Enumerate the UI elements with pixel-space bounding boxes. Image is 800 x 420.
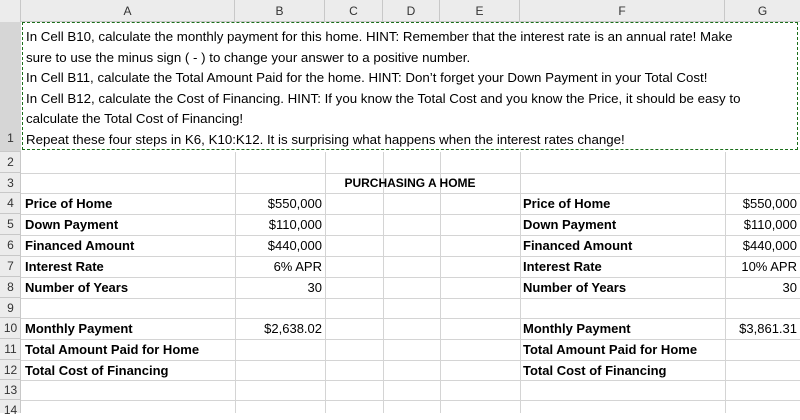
row-header-8[interactable]: 8: [0, 277, 21, 298]
row-header-10[interactable]: 10: [0, 318, 21, 339]
instruction-line: Repeat these four steps in K6, K10:K12. It is surprising what happens when the interest rates change!: [26, 131, 625, 147]
right-financed-value[interactable]: $440,000: [742, 238, 797, 253]
grid-line: [21, 298, 800, 299]
left-financed-value[interactable]: $440,000: [267, 238, 322, 253]
sheet-title-cell[interactable]: PURCHASING A HOME: [344, 176, 476, 190]
right-price-value[interactable]: $550,000: [742, 196, 797, 211]
instruction-line: sure to use the minus sign ( - ) to change your answer to a positive number.: [26, 49, 471, 65]
left-years-label[interactable]: Number of Years: [25, 280, 129, 295]
right-years-label[interactable]: Number of Years: [523, 280, 627, 295]
left-down-label[interactable]: Down Payment: [25, 217, 119, 232]
column-header-g[interactable]: G: [757, 4, 768, 18]
select-all-corner[interactable]: [0, 0, 21, 22]
right-down-value[interactable]: $110,000: [743, 217, 797, 232]
grid-line: [21, 277, 800, 278]
left-down-value[interactable]: $110,000: [268, 217, 322, 232]
grid-line: [21, 400, 800, 401]
grid-line: [21, 235, 800, 236]
left-monthly-label[interactable]: Monthly Payment: [25, 321, 133, 336]
row-header-4[interactable]: 4: [0, 193, 21, 214]
right-monthly-label[interactable]: Monthly Payment: [523, 321, 631, 336]
left-price-label[interactable]: Price of Home: [25, 196, 113, 211]
right-down-label[interactable]: Down Payment: [523, 217, 617, 232]
left-total-paid-label[interactable]: Total Amount Paid for Home: [25, 342, 200, 357]
right-total-paid-label[interactable]: Total Amount Paid for Home: [523, 342, 698, 357]
instruction-line: In Cell B10, calculate the monthly payment for this home. HINT: Remember that the interest rate is an annual rate! Make: [26, 29, 733, 44]
instruction-line: In Cell B11, calculate the Total Amount Paid for the home. HINT: Don’t forget your Down Payment in your Total Cost!: [26, 70, 708, 85]
row-header-14[interactable]: 14: [3, 403, 18, 417]
instruction-line: calculate the Total Cost of Financing!: [26, 111, 244, 126]
left-rate-label[interactable]: Interest Rate: [25, 259, 104, 274]
left-financed-label[interactable]: Financed Amount: [25, 238, 135, 253]
row-header-1[interactable]: 1: [0, 22, 21, 152]
left-total-cost-label[interactable]: Total Cost of Financing: [25, 363, 169, 378]
left-price-value[interactable]: $550,000: [267, 196, 322, 211]
right-monthly-value[interactable]: $3,861.31: [739, 321, 797, 336]
column-header-e[interactable]: E: [440, 0, 520, 22]
grid-line: [21, 318, 800, 319]
left-rate-value[interactable]: 6% APR: [273, 259, 322, 274]
column-header-f[interactable]: F: [520, 0, 725, 22]
instruction-line: In Cell B12, calculate the Cost of Financing. HINT: If you know the Total Cost and you know the Price, it should be easy to: [26, 90, 741, 106]
row-header-12[interactable]: 12: [0, 360, 21, 380]
column-header-c[interactable]: C: [325, 0, 383, 22]
right-years-value[interactable]: 30: [782, 280, 797, 295]
grid-line: [21, 214, 800, 215]
row-header-11[interactable]: 11: [0, 339, 21, 360]
row-header-5[interactable]: 5: [0, 214, 21, 235]
grid-line: [21, 256, 800, 257]
right-rate-label[interactable]: Interest Rate: [523, 259, 602, 274]
left-monthly-value[interactable]: $2,638.02: [264, 321, 322, 336]
column-header-a[interactable]: A: [21, 0, 235, 22]
row-header-2[interactable]: 2: [0, 152, 21, 173]
grid-line: [520, 152, 521, 413]
right-price-label[interactable]: Price of Home: [523, 196, 611, 211]
row-header-7[interactable]: 7: [0, 256, 21, 277]
row-header-9[interactable]: 9: [0, 298, 21, 318]
row-header-3[interactable]: 3: [0, 173, 21, 193]
right-financed-label[interactable]: Financed Amount: [523, 238, 633, 253]
row-header-13[interactable]: 13: [0, 380, 21, 400]
column-header-b[interactable]: B: [235, 0, 325, 22]
left-years-value[interactable]: 30: [307, 280, 322, 295]
right-total-cost-label[interactable]: Total Cost of Financing: [523, 363, 667, 378]
row-header-6[interactable]: 6: [0, 235, 21, 256]
right-rate-value[interactable]: 10% APR: [741, 259, 797, 274]
instructions-text-box[interactable]: [22, 22, 798, 150]
column-header-d[interactable]: D: [383, 0, 440, 22]
